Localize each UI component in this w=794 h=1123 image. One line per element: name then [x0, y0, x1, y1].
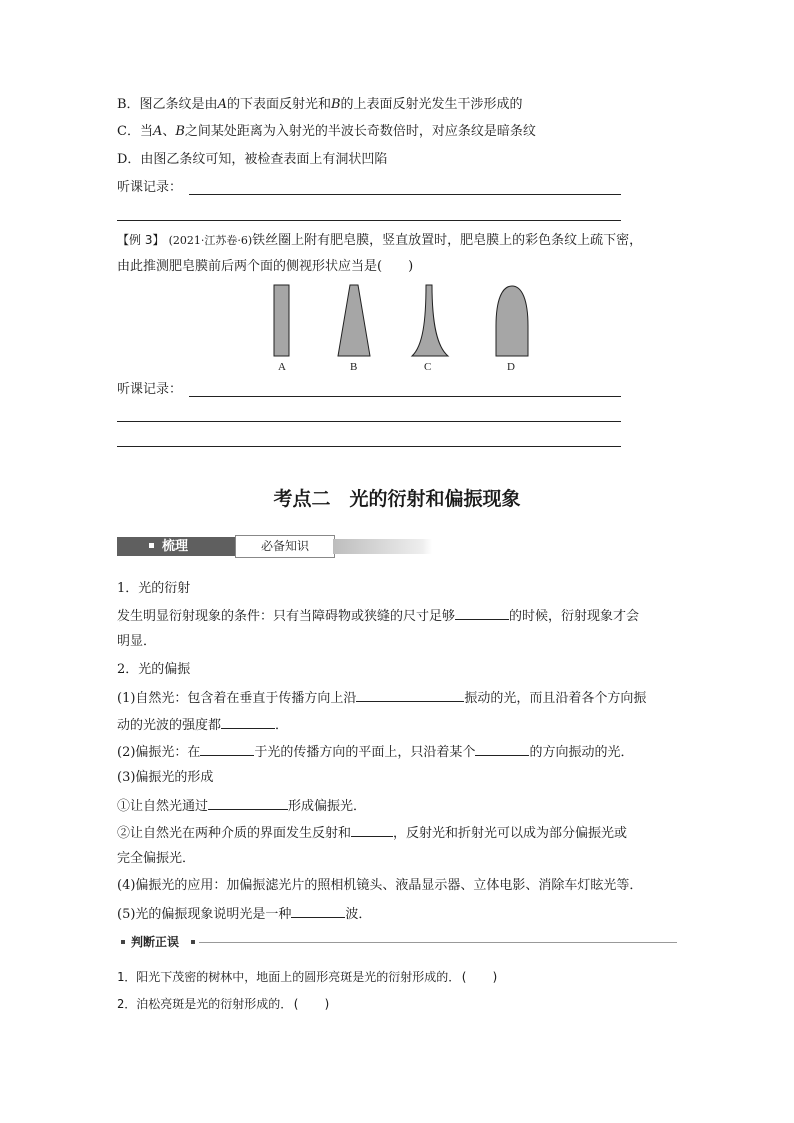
notes-line[interactable] [117, 220, 621, 221]
option-c-var-a: A [152, 124, 163, 139]
s1-title: 1．光的衍射 [117, 581, 191, 596]
notes-line[interactable] [117, 421, 621, 422]
blank-field[interactable] [455, 606, 509, 620]
banner-right: 必备知识 [235, 535, 335, 558]
c1-line [117, 796, 366, 816]
option-d: D．由图乙条纹可知，被检查表面上有洞状凹陷 [117, 152, 388, 167]
n1b-text-end: ． [275, 718, 289, 733]
example-3-tag: 【例 3】 [117, 233, 165, 247]
example-3-source: (2021·江苏卷·6) [168, 234, 253, 247]
n2-line [117, 742, 633, 762]
n2-text-mid: 于光的传播方向的平面上，只沿着某个 [254, 745, 476, 760]
notes-label-2: 听课记录： [117, 382, 183, 397]
soap-film-figure [258, 280, 538, 376]
shape-d-convex [496, 286, 528, 356]
notes-line[interactable] [189, 194, 621, 195]
c1-text: ①让自然光通过 [117, 799, 209, 814]
section-banner [117, 535, 432, 558]
n5-text-end: 波． [345, 907, 372, 922]
square-bullet-icon [191, 940, 195, 944]
n1-text-end: 振动的光，而且沿着各个方向振 [464, 691, 647, 706]
example-3-line-1 [117, 231, 642, 250]
example-3-text-1: 铁丝圈上附有肥皂膜，竖直放置时，肥皂膜上的彩色条纹上疏下密， [252, 233, 643, 248]
section-title: 考点二 光的衍射和偏振现象 [273, 488, 521, 510]
s1-line-1-text-end: 的时候，衍射现象才会 [509, 609, 640, 624]
n5-line [117, 904, 371, 924]
shape-c-concave [412, 285, 448, 356]
s1-line-1 [117, 606, 639, 626]
c2-line [117, 823, 627, 843]
option-b-var-a: A [217, 97, 227, 112]
notes-label-1: 听课记录： [117, 180, 183, 195]
figure-label-c: C [424, 361, 432, 373]
option-c-var-b: B [175, 124, 185, 139]
shape-a-uniform [274, 285, 289, 356]
option-b [117, 96, 523, 114]
banner-fade [333, 539, 432, 554]
n2-text-end: 的方向振动的光． [529, 745, 634, 760]
n1b-line [117, 715, 288, 735]
notes-line[interactable] [189, 396, 621, 397]
c2-text: ②让自然光在两种介质的界面发生反射和 [117, 826, 352, 841]
shape-b-wedge [338, 285, 370, 356]
blank-field[interactable] [200, 742, 254, 756]
blank-field[interactable] [356, 688, 464, 702]
s1-line-1-text: 发生明显衍射现象的条件：只有当障碍物或狭缝的尺寸足够 [117, 609, 456, 624]
blank-field[interactable] [351, 823, 393, 837]
judge-q2: 2．泊松亮斑是光的衍射形成的．( ) [117, 997, 331, 1011]
option-b-text-end: 的上表面反射光发生干涉形成的 [340, 97, 523, 112]
judge-q1: 1．阳光下茂密的树林中，地面上的圆形亮斑是光的衍射形成的．( ) [117, 970, 499, 984]
option-c [117, 123, 536, 141]
n2-text: (2)偏振光：在 [117, 745, 201, 760]
blank-field[interactable] [208, 796, 288, 810]
blank-field[interactable] [475, 742, 529, 756]
n3-line: (3)偏振光的形成 [117, 770, 214, 785]
figure-label-d: D [507, 361, 515, 373]
judge-header-label: 判断正误 [131, 935, 180, 949]
s1-line-2: 明显． [117, 634, 157, 649]
banner-left [117, 537, 235, 556]
judge-header [117, 935, 677, 949]
square-bullet-icon [149, 543, 154, 548]
judge-divider [199, 942, 677, 943]
n1b-text: 动的光波的强度都 [117, 718, 222, 733]
example-3-line-2: 由此推测肥皂膜前后两个面的侧视形状应当是( ) [117, 259, 414, 274]
square-bullet-icon [121, 940, 125, 944]
option-c-text-end: 之间某处距离为入射光的半波长奇数倍时，对应条纹是暗条纹 [184, 124, 536, 139]
option-b-text: B．图乙条纹是由 [117, 97, 218, 112]
option-c-text: C．当 [117, 124, 153, 139]
c1-text-end: 形成偏振光． [288, 799, 367, 814]
c2b-line: 完全偏振光． [117, 851, 196, 866]
option-c-sep: 、 [162, 124, 176, 139]
figure-label-b: B [350, 361, 358, 373]
c2-text-end: ，反射光和折射光可以成为部分偏振光或 [393, 826, 628, 841]
n5-text: (5)光的偏振现象说明光是一种 [117, 907, 292, 922]
banner-left-label: 梳理 [162, 539, 189, 554]
blank-field[interactable] [291, 904, 345, 918]
s2-title: 2．光的偏振 [117, 662, 191, 677]
n4-line: (4)偏振光的应用：加偏振滤光片的照相机镜头、液晶显示器、立体电影、消除车灯眩光等． [117, 878, 643, 893]
n1-text: (1)自然光：包含着在垂直于传播方向上沿 [117, 691, 357, 706]
option-b-text-mid: 的下表面反射光和 [226, 97, 331, 112]
n1-line [117, 688, 646, 708]
blank-field[interactable] [221, 715, 275, 729]
figure-label-a: A [278, 361, 286, 373]
option-b-var-b: B [330, 97, 341, 112]
notes-line[interactable] [117, 446, 621, 447]
